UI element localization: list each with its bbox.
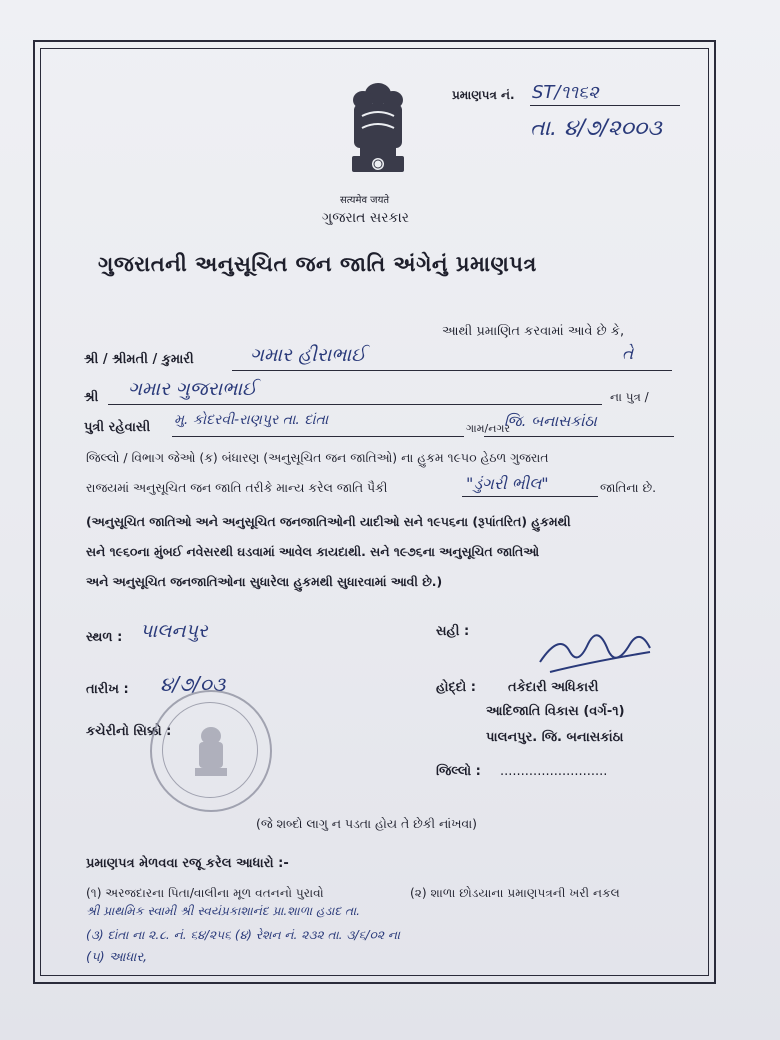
village-label: ગામ/નગર xyxy=(466,422,511,435)
designation-line1: તકેદારી અધિકારી xyxy=(508,680,599,695)
resident-line xyxy=(172,436,464,437)
father-label: શ્રી xyxy=(84,390,99,405)
officer-signature xyxy=(530,622,670,686)
para2-line1: (અનુસૂચિત જાતિઓ અને અનુસૂચિત જનજાતિઓની યાદીઓ સને ૧૯૫૬ના (રૂપાંતરિત) હુકમથી xyxy=(86,514,571,529)
para2-line2: સને ૧૯૬૦ના મુંબઈ નવેસરથી ઘડવામાં આવેલ કાયદાથી. સને ૧૯૭૬ના અનુસૂચિત જાતિઓ xyxy=(86,544,539,559)
place-label: સ્થળ : xyxy=(86,630,123,645)
resident-value: મુ. કોદરવી-રાણપુર તા. દાંતા xyxy=(174,412,329,428)
proof-2: (૨) શાળા છોડયાના પ્રમાણપત્રની ખરી નકલ xyxy=(410,886,620,900)
para1-line2b: જાતિના છે. xyxy=(600,480,657,495)
government-name: ગુજરાત સરકાર xyxy=(322,210,409,226)
para1-line1: જિલ્લો / વિભાગ જેઓ (ક) બંધારણ (અનુસૂચિત જન જાતિઓ) ના હુકમ ૧૯૫૦ હેઠળ ગુજરાત xyxy=(86,450,549,465)
proof-1: (૧) અરજદારના પિતા/વાલીના મૂળ વતનનો પુરાવો xyxy=(86,886,324,900)
district-value-line xyxy=(484,436,674,437)
name-value: ગમાર હીરાભાઈ xyxy=(250,344,366,366)
designation-line3: પાલનપુર. જિ. બનાસકાંઠા xyxy=(486,730,624,745)
father-value: ગમાર ગુજરાભાઈ xyxy=(128,378,257,400)
district-value: જિ. બનાસકાંઠા xyxy=(504,412,597,430)
name-label: શ્રી / શ્રીમતી / કુમારી xyxy=(84,352,194,367)
certificate-no-label: પ્રમાણપત્ર નં. xyxy=(452,88,515,102)
sign-label: સહી : xyxy=(436,624,470,639)
name-line xyxy=(232,370,672,371)
office-seal-stamp xyxy=(150,690,272,812)
top-date-handwritten: તા. ૪/૭/૨૦૦૩ xyxy=(530,116,662,141)
designation-label: હોદ્દો : xyxy=(436,680,477,695)
resident-label: પુત્રી રહેવાસી xyxy=(84,420,151,435)
certify-line: આથી પ્રમાણિત કરવામાં આવે છે કે, xyxy=(442,324,625,339)
designation-line2: આદિજાતિ વિકાસ (વર્ગ-૧) xyxy=(486,704,625,719)
para2-line3: અને અનુસૂચિત જનજાતિઓના સુધારેલા હુકમથી સુધારવામાં આવી છે.) xyxy=(86,574,443,589)
emblem-motto: सत्यमेव जयते xyxy=(340,195,390,206)
district-dots: .......................... xyxy=(500,764,608,779)
office-seal-label: કચેરીનો સિક્કો : xyxy=(86,724,172,739)
place-value: પાલનપુર xyxy=(140,620,208,642)
proofs-heading: પ્રમાણપત્ર મેળવવા રજૂ કરેલ આધારો :- xyxy=(86,856,289,871)
tribe-line xyxy=(462,496,598,497)
name-suffix: તે xyxy=(622,344,634,364)
son-suffix: ના પુત્ર / xyxy=(610,390,649,404)
district-label: જિલ્લો : xyxy=(436,764,481,779)
certificate-title: ગુજરાતની અનુસૂચિત જન જાતિ અંગેનું પ્રમાણપત્ર xyxy=(98,252,537,276)
date-label: તારીખ : xyxy=(86,682,129,697)
father-line xyxy=(108,404,602,405)
handwritten-proof-line2: (૩) દાંતા ના ૨.૮. નં. ૬૪/૨૫૬ (૪) રેશન નં. ૨૩૨ તા. ૩/૬/૦૨ ના xyxy=(86,928,400,942)
para1-line2a: રાજયમાં અનુસૂચિત જન જાતિ તરીકે માન્ય કરેલ જાતિ પૈકી xyxy=(86,480,388,495)
certificate-no-line xyxy=(530,105,680,106)
state-emblem-icon xyxy=(340,76,416,188)
handwritten-proof-line1: શ્રી પ્રાથમિક સ્વામી શ્રી સ્વયંપ્રકાશાનંદ પ્રા.શાળા હડાદ તા. xyxy=(86,904,360,918)
tribe-value: "ડુંગરી ભીલ" xyxy=(466,474,549,493)
handwritten-proof-line3: (૫) આધાર, xyxy=(86,950,148,965)
date-value: ૪/૭/૦૩ xyxy=(160,672,226,696)
certificate-no-value: ST/૧૧૬૨ xyxy=(532,82,599,103)
strike-note: (જે શબ્દો લાગુ ન પડતા હોય તે છેકી નાંખવા) xyxy=(256,816,477,831)
